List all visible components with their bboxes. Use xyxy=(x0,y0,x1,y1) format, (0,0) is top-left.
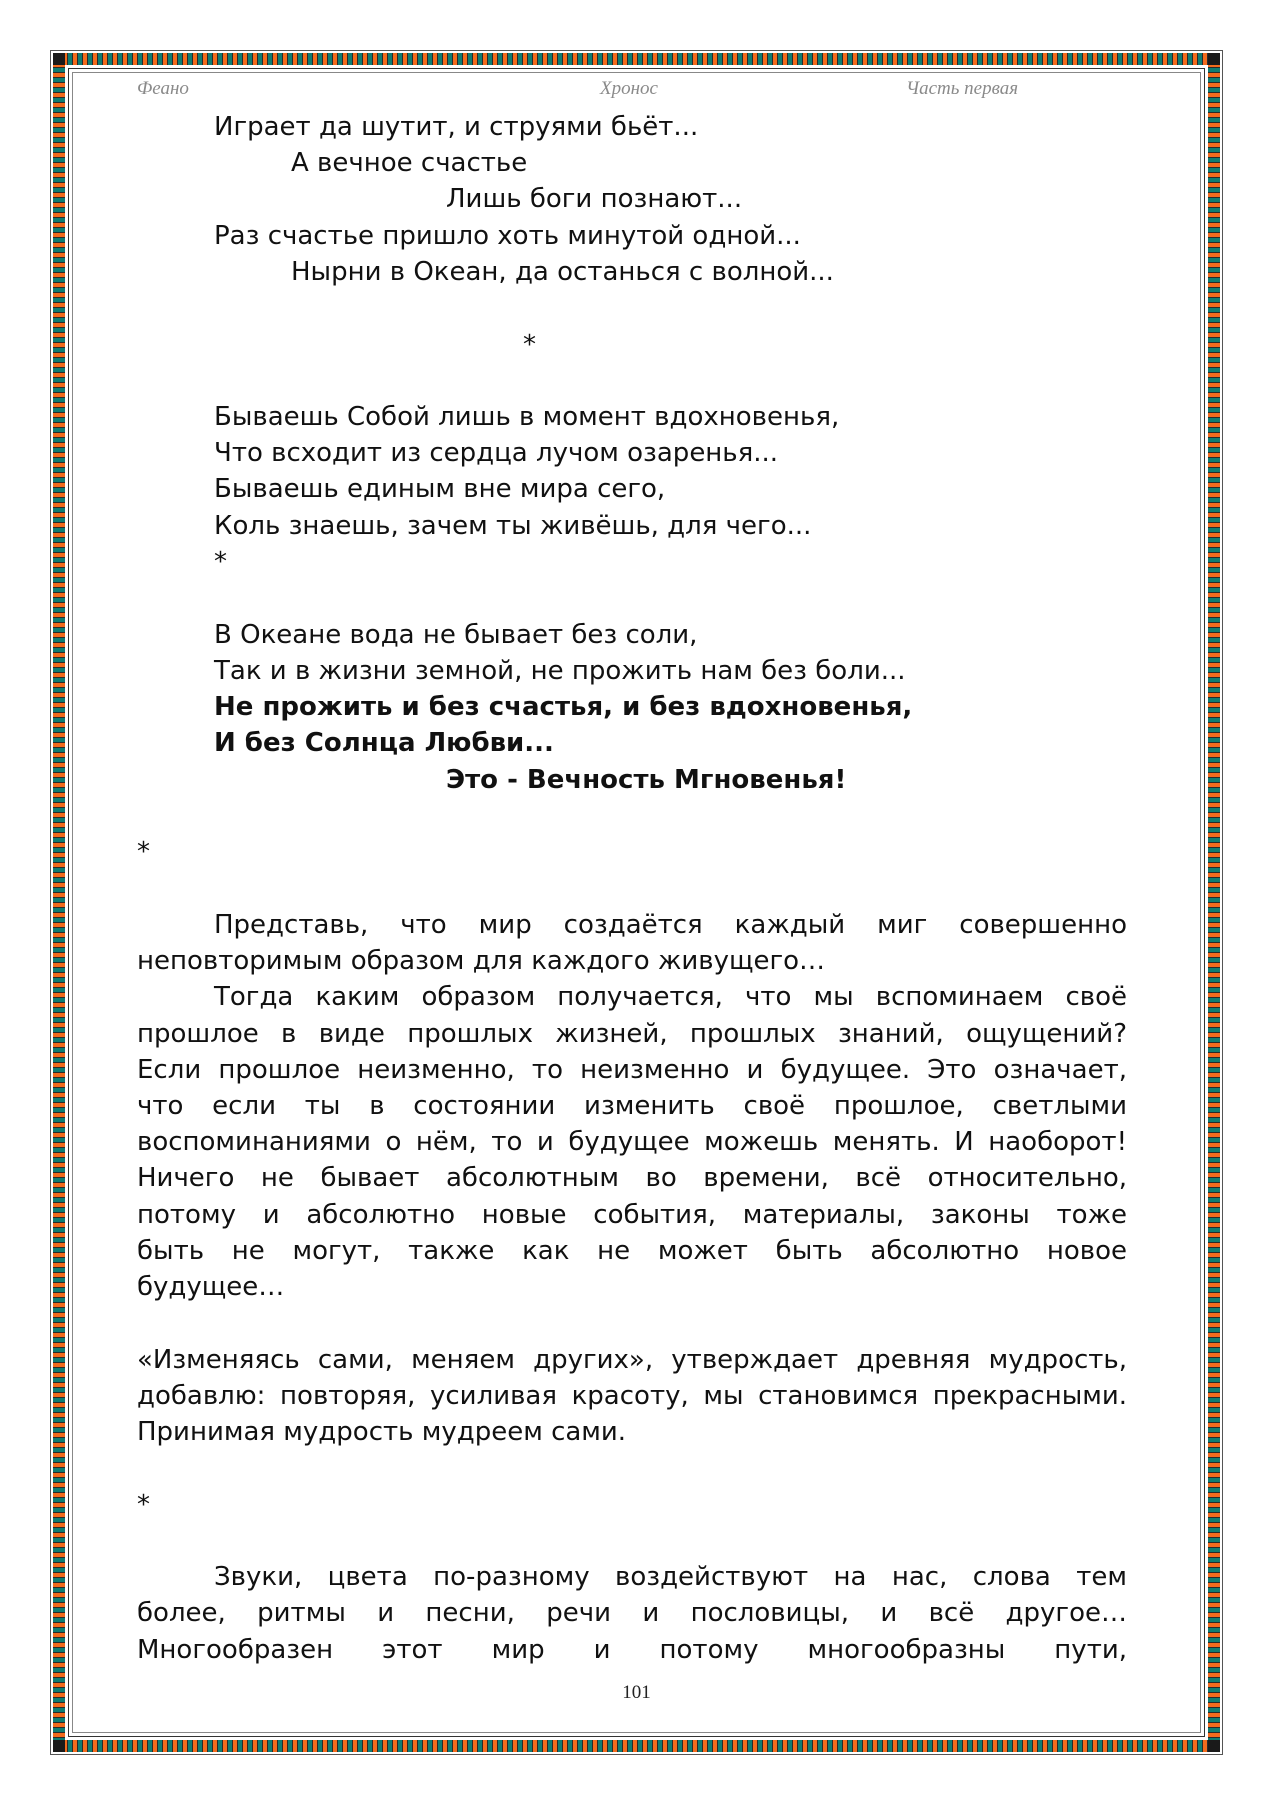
paragraph-line: Тогда каким образом получается, что мы вспоминаем своё xyxy=(214,982,1127,1012)
paragraph-line: Многообразен этот мир и потому многообразны пути, xyxy=(137,1635,1127,1665)
border-band-bottom xyxy=(53,1740,1220,1752)
running-header xyxy=(0,78,1273,102)
border-corner-br xyxy=(1208,1740,1220,1752)
paragraph-line: воспоминаниями о нём, то и будущее можешь менять. И наоборот! xyxy=(137,1127,1127,1157)
section-separator: * xyxy=(137,837,150,867)
paragraph-line: Звуки, цвета по-разному воздействуют на нас, слова тем xyxy=(214,1562,1127,1592)
paragraph-line: более, ритмы и песни, речи и пословицы, и всё другое… xyxy=(137,1598,1127,1628)
paragraph-line: Ничего не бывает абсолютным во времени, всё относительно, xyxy=(137,1163,1127,1193)
border-corner-tr xyxy=(1208,53,1220,65)
poem-line-bold: Это - Вечность Мгновенья! xyxy=(446,765,847,795)
poem-line-bold: Не прожить и без счастья, и без вдохновенья, xyxy=(214,692,913,722)
section-separator: * xyxy=(137,1490,150,1520)
poem-line: А вечное счастье xyxy=(291,148,528,178)
paragraph-line: «Изменяясь сами, меняем других», утверждает древняя мудрость, xyxy=(137,1345,1127,1375)
paragraph-line: Представь, что мир создаётся каждый миг совершенно xyxy=(214,910,1127,940)
poem-line-bold: И без Солнца Любви... xyxy=(214,728,554,758)
page-number: 101 xyxy=(622,1682,651,1703)
poem-line: Нырни в Океан, да останься с волной... xyxy=(291,257,834,287)
section-separator: * xyxy=(523,330,536,360)
poem-line: Что всходит из сердца лучом озаренья... xyxy=(214,438,779,468)
paragraph-line: неповторимым образом для каждого живущего… xyxy=(137,946,826,976)
border-band-left xyxy=(53,53,65,1752)
border-corner-bl xyxy=(53,1740,65,1752)
poem-line: Бываешь единым вне мира сего, xyxy=(214,474,666,504)
header-author: Феано xyxy=(137,78,189,99)
paragraph-line: добавлю: повторяя, усиливая красоту, мы становимся прекрасными. xyxy=(137,1381,1127,1411)
paragraph-line: потому и абсолютно новые события, материалы, законы тоже xyxy=(137,1200,1127,1230)
section-separator: * xyxy=(214,547,227,577)
paragraph-line: прошлое в виде прошлых жизней, прошлых знаний, ощущений? xyxy=(137,1019,1127,1049)
poem-line: В Океане вода не бывает без соли, xyxy=(214,620,698,650)
paragraph-line: что если ты в состоянии изменить своё прошлое, светлыми xyxy=(137,1091,1127,1121)
border-band-top xyxy=(53,53,1220,65)
header-part: Часть первая xyxy=(906,78,1019,99)
paragraph-line: будущее… xyxy=(137,1272,285,1302)
header-book-title: Хронос xyxy=(600,78,658,99)
page-border-inner-thin xyxy=(72,72,1201,1733)
poem-line: Лишь боги познают... xyxy=(446,184,743,214)
poem-line: Бываешь Собой лишь в момент вдохновенья, xyxy=(214,402,840,432)
paragraph-line: Принимая мудрость мудреем сами. xyxy=(137,1417,627,1447)
poem-line: Играет да шутит, и струями бьёт... xyxy=(214,112,699,142)
poem-line: Коль знаешь, зачем ты живёшь, для чего... xyxy=(214,511,812,541)
border-band-right xyxy=(1208,53,1220,1752)
paragraph-line: быть не могут, также как не может быть абсолютно новое xyxy=(137,1236,1127,1266)
border-corner-tl xyxy=(53,53,65,65)
poem-line: Так и в жизни земной, не прожить нам без боли... xyxy=(214,656,906,686)
paragraph-line: Если прошлое неизменно, то неизменно и будущее. Это означает, xyxy=(137,1055,1127,1085)
poem-line: Раз счастье пришло хоть минутой одной... xyxy=(214,221,801,251)
